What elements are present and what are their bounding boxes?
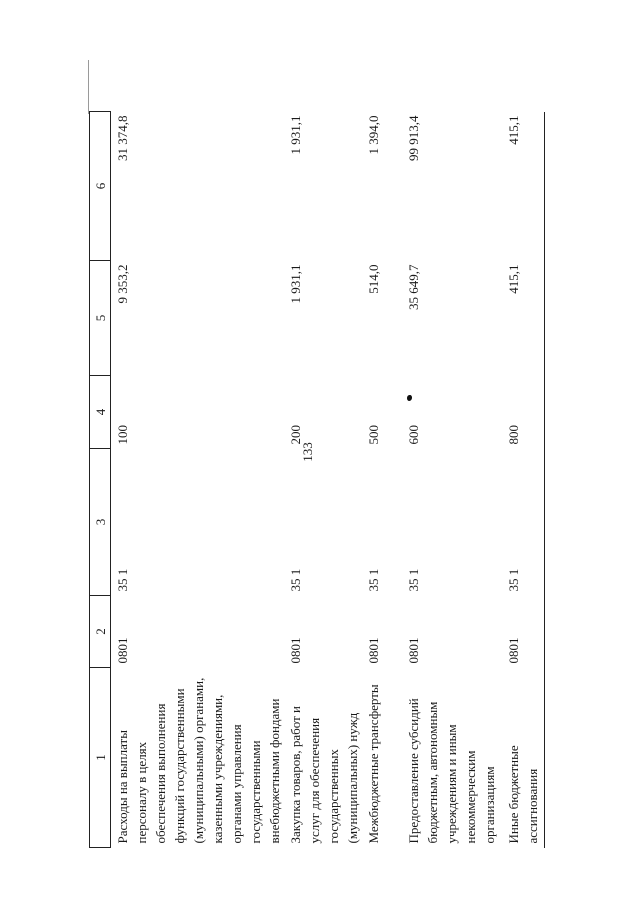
table-row: [284, 112, 362, 848]
amount-col6: 415,1: [506, 115, 521, 145]
expense-type: 600: [406, 425, 421, 445]
table-bottom-rule: [544, 112, 545, 848]
header-col-6: 6: [90, 112, 111, 261]
program-code: 35 1: [406, 568, 421, 592]
expense-type: 100: [115, 425, 130, 445]
row-name: Расходы на выплаты персоналу в целях обеспечения выполнения функций государственными (муниципальными) органами, казенными учреждениями, органами управления государственными внебюджетными фондами: [115, 677, 282, 844]
section-code: 0801: [366, 637, 381, 664]
row-name: Закупка товаров, работ и услуг для обеспечения государственных (муниципальных) нужд: [288, 706, 360, 844]
program-code: 35 1: [115, 568, 130, 592]
scan-artifact-line: [88, 60, 89, 114]
program-code: 35 1: [506, 568, 521, 592]
budget-table: [89, 111, 544, 848]
row-name: Предоставление субсидий бюджетным, автономным учреждениям и иным некоммерческим организациям: [406, 698, 497, 844]
header-col-2: 2: [90, 596, 111, 668]
amount-col5: 35 649,7: [406, 264, 421, 310]
header-col-3: 3: [90, 449, 111, 596]
section-code: 0801: [115, 637, 130, 664]
table-row: [402, 112, 502, 848]
program-code: 35 1: [366, 568, 381, 592]
amount-col5: 514,0: [366, 264, 381, 294]
table-header-row: [90, 112, 111, 848]
page-number: 133: [300, 442, 315, 462]
amount-col6: 1 394,0: [366, 115, 381, 155]
amount-col5: 1 931,1: [288, 264, 303, 304]
amount-col6: 1 931,1: [288, 115, 303, 155]
row-name: Иные бюджетные ассигнования: [506, 745, 540, 844]
table-row: [111, 112, 285, 848]
amount-col5: 9 353,2: [115, 264, 130, 304]
header-col-5: 5: [90, 261, 111, 376]
amount-col5: 415,1: [506, 264, 521, 294]
table-row: [502, 112, 544, 848]
amount-col6: 99 913,4: [406, 115, 421, 161]
section-code: 0801: [506, 637, 521, 664]
table-row: [362, 112, 402, 848]
row-name: Межбюджетные трансферты: [366, 684, 381, 844]
rotated-table-wrapper: [89, 112, 540, 848]
header-col-1: 1: [90, 668, 111, 848]
expense-type: 800: [506, 425, 521, 445]
expense-type: 200: [288, 425, 303, 445]
amount-col6: 31 374,8: [115, 115, 130, 161]
program-code: 35 1: [288, 568, 303, 592]
section-code: 0801: [288, 637, 303, 664]
section-code: 0801: [406, 637, 421, 664]
expense-type: 500: [366, 425, 381, 445]
header-col-4: 4: [90, 376, 111, 449]
